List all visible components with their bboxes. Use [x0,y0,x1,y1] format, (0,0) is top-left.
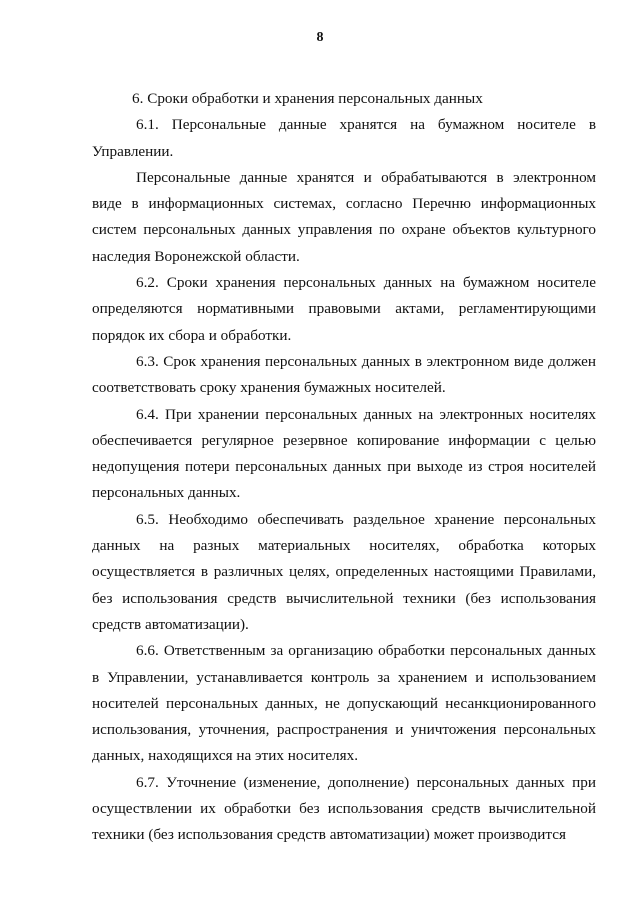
paragraph-6-1: 6.1. Персональные данные хранятся на бумажном носителе в Управлении. [92,116,596,160]
paragraph-6-3: 6.3. Срок хранения персональных данных в электронном виде должен соответствовать сроку хранения бумажных носителей. [92,352,596,397]
paragraph-6-1-electronic: Персональные данные хранятся и обрабатываются в электронном виде в информационных системах, согласно Перечню информационных систем персональных данных управления по охране объектов культурного наследия Воронежской области. [92,168,596,265]
page-number: 8 [316,30,324,45]
paragraph-6-6: 6.6. Ответственным за организацию обработки персональных данных в Управлении, устанавливается контроль за хранением и использованием носителей персональных данных, не допускающий несанкционированного использования, уточнения, распространения и уничтожения персональных данных, находящихся на этих носителях. [92,642,596,765]
paragraph-6-4: 6.4. При хранении персональных данных на электронных носителях обеспечивается регулярное резервное копирование информации с целью недопущения потери персональных данных при выходе из строя носителей персональных данных. [92,405,596,502]
paragraph-6-2: 6.2. Сроки хранения персональных данных на бумажном носителе определяются нормативными правовыми актами, регламентирующими порядок их сбора и обработки. [92,274,596,344]
document-body [92,86,596,849]
paragraph-6-7: 6.7. Уточнение (изменение, дополнение) персональных данных при осуществлении их обработки без использования средств вычислительной техники (без использования средств автоматизации) может производится [92,773,596,844]
section-heading: 6. Сроки обработки и хранения персональных данных [132,90,483,107]
paragraph-6-5: 6.5. Необходимо обеспечивать раздельное хранение персональных данных на разных материальных носителях, обработка которых осуществляется в различных целях, определенных настоящими Правилами, без использования средств вычислительной техники (без использования средств автоматизации). [92,510,596,633]
